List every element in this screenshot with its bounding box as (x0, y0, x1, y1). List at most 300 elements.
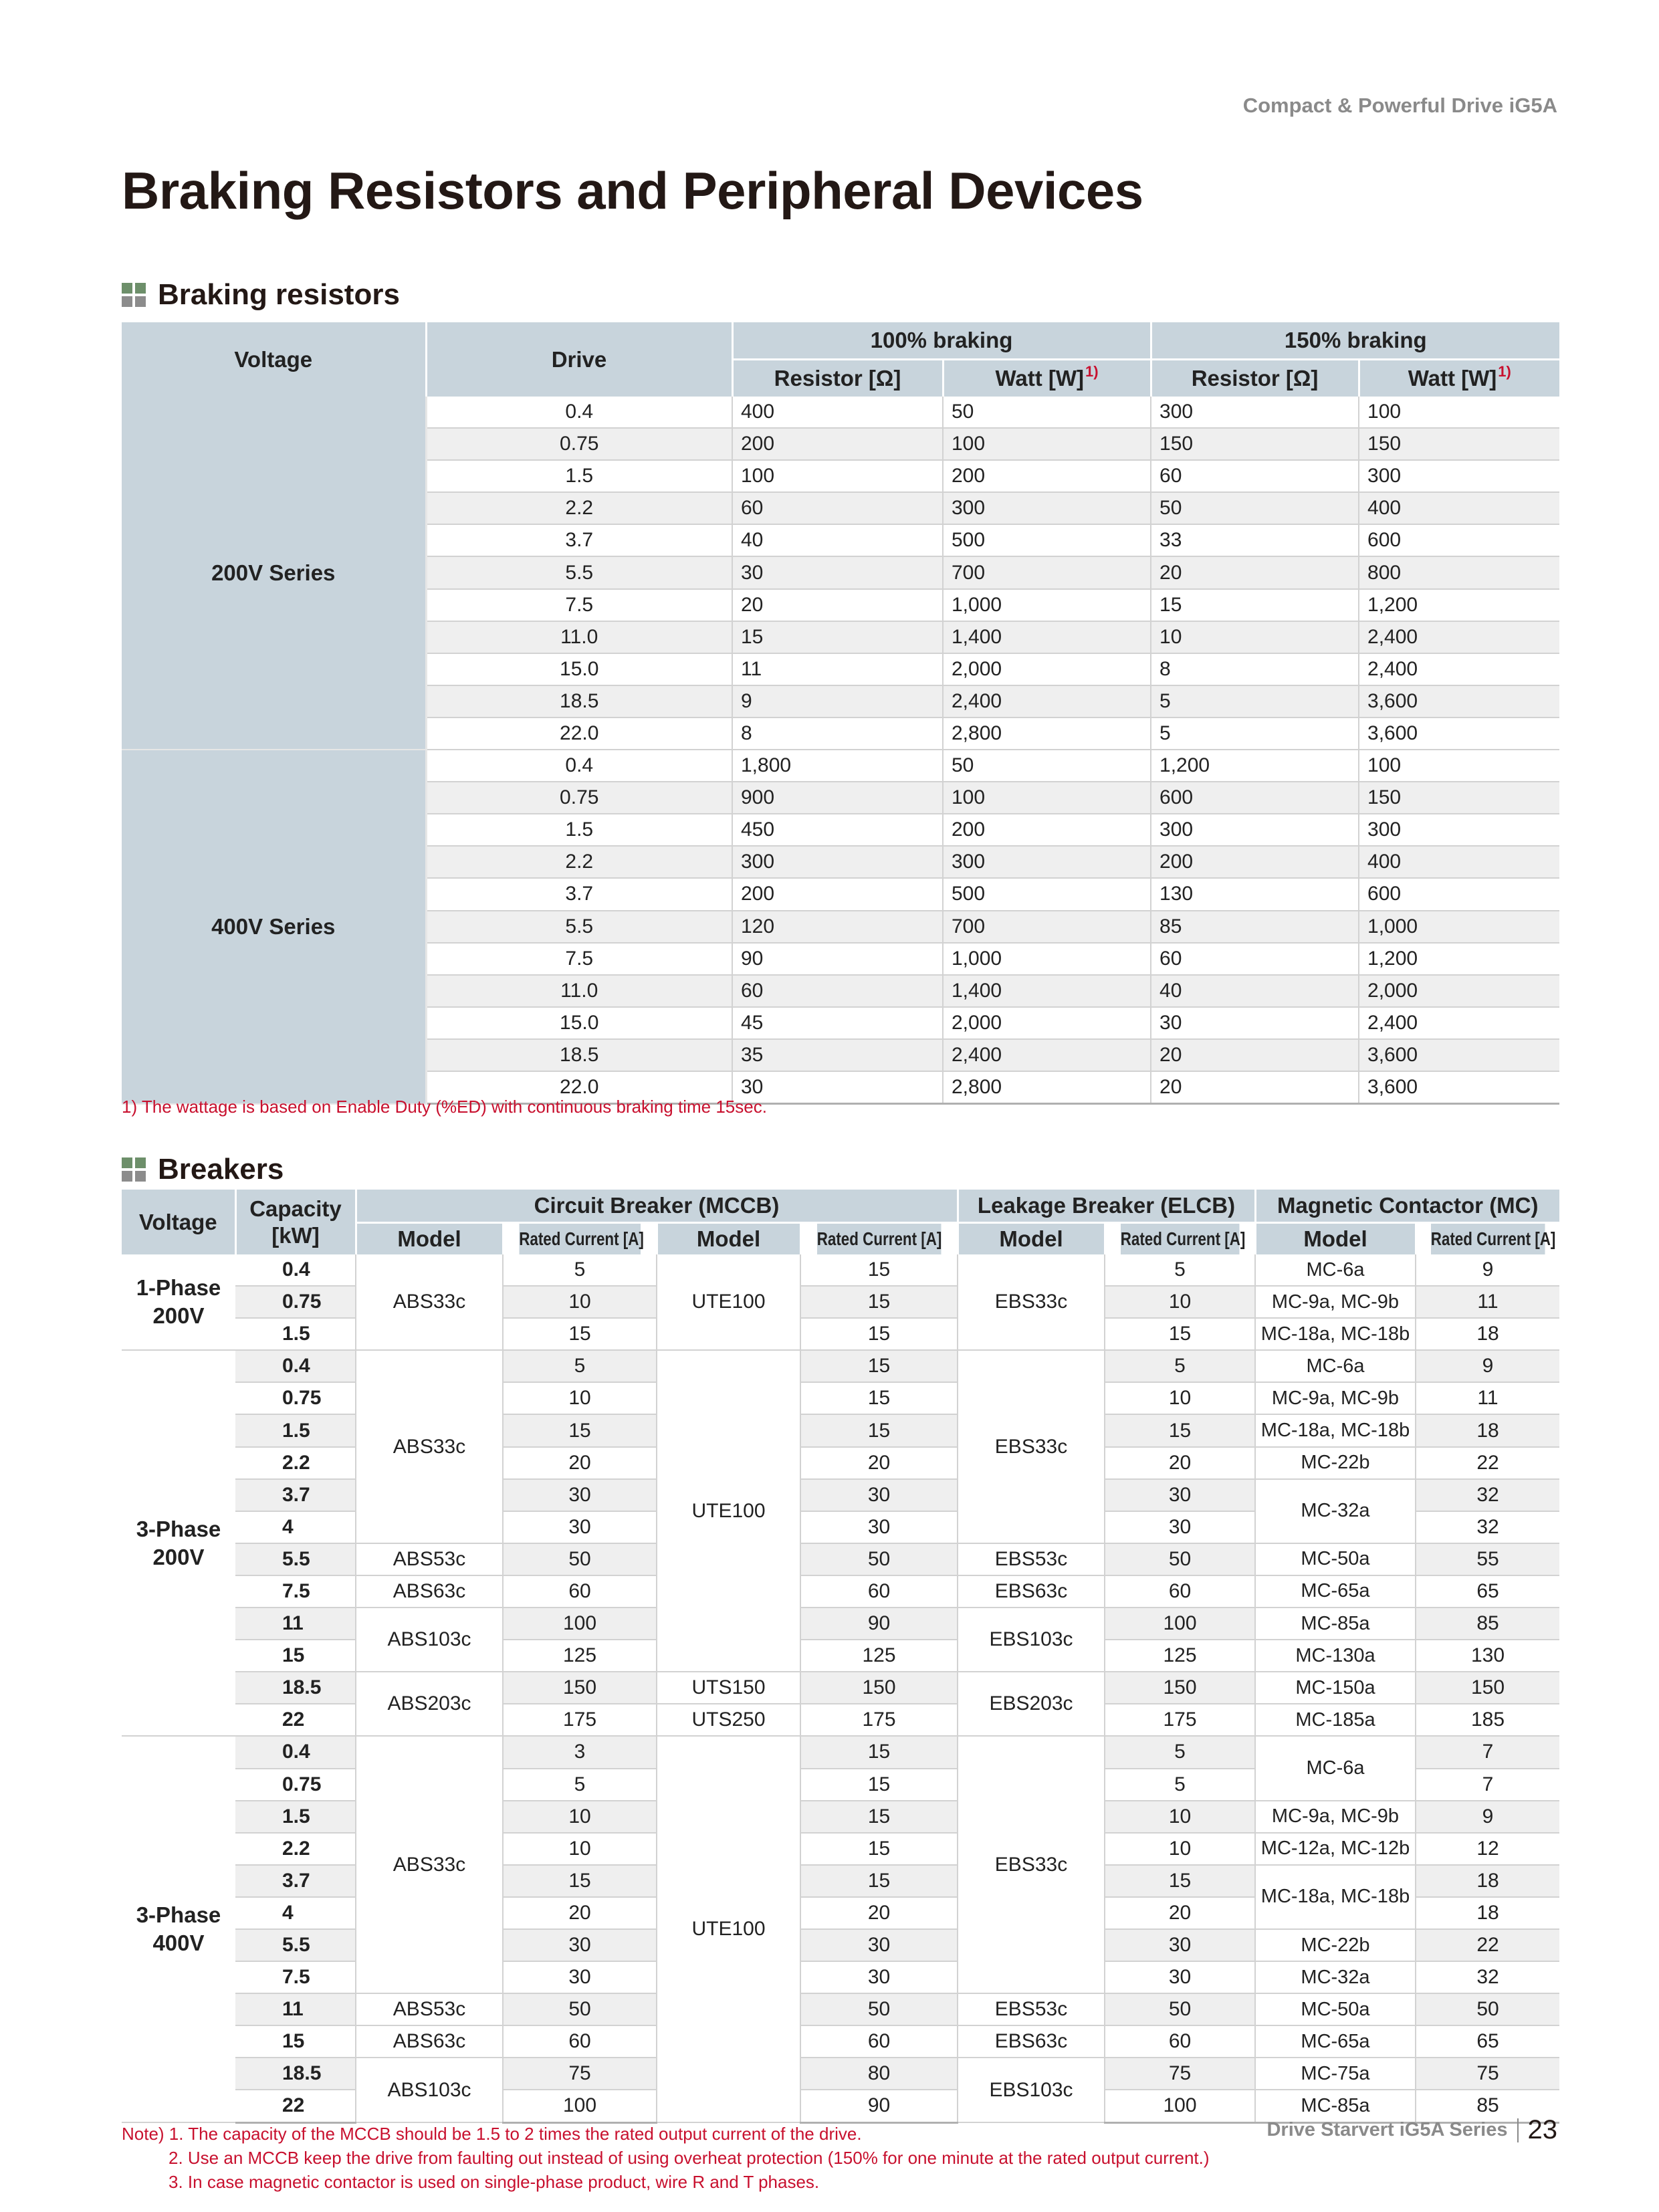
mccb-rated-cell: 125 (503, 1640, 657, 1672)
mccb-model-cell: ABS103c (356, 1608, 503, 1672)
mccb-alt-rated-cell: 15 (800, 1350, 958, 1382)
note-1: Note) 1. The capacity of the MCCB should be 1.5 to 2 times the rated output current of the drive. (122, 2124, 862, 2144)
capacity-cell: 15 (235, 2025, 356, 2058)
watt-150-cell: 1,200 (1359, 943, 1559, 975)
mc-rated-cell: 18 (1416, 1318, 1559, 1350)
capacity-cell: 4 (235, 1897, 356, 1929)
header-model: Model (356, 1223, 503, 1255)
section-breakers (122, 1153, 284, 1186)
mccb-rated-cell: 100 (503, 2090, 657, 2122)
table-row (122, 1801, 1559, 1833)
table-row (122, 1286, 1559, 1318)
watt-100-cell: 200 (943, 814, 1151, 846)
resistor-100-cell: 9 (732, 685, 943, 717)
mccb-rated-cell: 3 (503, 1736, 657, 1768)
table-row (122, 1736, 1559, 1768)
mccb-model-cell: ABS203c (356, 1672, 503, 1736)
mccb-alt-rated-cell: 15 (800, 1286, 958, 1318)
series-cell: 400V Series (122, 750, 426, 1104)
watt-100-cell: 2,000 (943, 653, 1151, 685)
elcb-rated-cell: 50 (1105, 1993, 1255, 2025)
mccb-alt-rated-cell: 30 (800, 1511, 958, 1543)
mc-rated-cell: 85 (1416, 2090, 1559, 2122)
note-3: 3. In case magnetic contactor is used on single-phase product, wire R and T phases. (169, 2172, 820, 2192)
resistor-100-cell: 60 (732, 492, 943, 524)
capacity-cell: 18.5 (235, 1672, 356, 1704)
mc-rated-cell: 85 (1416, 1608, 1559, 1640)
capacity-cell: 22 (235, 2090, 356, 2122)
resistor-150-cell: 20 (1151, 1071, 1359, 1104)
header-model: Model (657, 1223, 800, 1255)
drive-cell: 1.5 (426, 460, 732, 492)
page-number: 23 (1527, 2115, 1557, 2144)
watt-150-cell: 400 (1359, 492, 1559, 524)
resistor-100-cell: 1,800 (732, 750, 943, 782)
header-elcb: Leakage Breaker (ELCB) (958, 1190, 1255, 1223)
watt-150-cell: 2,400 (1359, 621, 1559, 653)
mccb-alt-rated-cell: 60 (800, 2025, 958, 2058)
watt-100-cell: 300 (943, 492, 1151, 524)
resistor-100-cell: 200 (732, 878, 943, 910)
capacity-cell: 1.5 (235, 1801, 356, 1833)
header-mc: Magnetic Contactor (MC) (1255, 1190, 1559, 1223)
drive-cell: 7.5 (426, 943, 732, 975)
mc-rated-cell: 150 (1416, 1672, 1559, 1704)
watt-150-cell: 600 (1359, 524, 1559, 556)
mc-rated-cell: 11 (1416, 1286, 1559, 1318)
resistor-150-cell: 15 (1151, 589, 1359, 621)
watt-100-cell: 700 (943, 911, 1151, 943)
mc-model-cell: MC-130a (1255, 1640, 1416, 1672)
mccb-alt-rated-cell: 50 (800, 1543, 958, 1575)
mccb-alt-rated-cell: 30 (800, 1929, 958, 1961)
table-row (122, 1608, 1559, 1640)
section-title: Breakers (158, 1153, 284, 1186)
mc-rated-cell: 185 (1416, 1704, 1559, 1736)
resistor-150-cell: 5 (1151, 717, 1359, 750)
mc-rated-cell: 7 (1416, 1769, 1559, 1801)
mc-model-cell: MC-6a (1255, 1736, 1416, 1800)
mc-model-cell: MC-50a (1255, 1993, 1416, 2025)
elcb-model-cell: EBS63c (958, 1575, 1105, 1608)
watt-150-cell: 3,600 (1359, 717, 1559, 750)
elcb-rated-cell: 60 (1105, 1575, 1255, 1608)
mc-rated-cell: 65 (1416, 1575, 1559, 1608)
mc-rated-cell: 55 (1416, 1543, 1559, 1575)
watt-100-cell: 2,800 (943, 717, 1151, 750)
mccb-rated-cell: 15 (503, 1414, 657, 1446)
section-bullet-icon (122, 283, 146, 307)
table-row (122, 1350, 1559, 1382)
mc-model-cell: MC-50a (1255, 1543, 1416, 1575)
elcb-rated-cell: 150 (1105, 1672, 1255, 1704)
elcb-rated-cell: 5 (1105, 1769, 1255, 1801)
mc-model-cell: MC-6a (1255, 1350, 1416, 1382)
mccb-alt-model-cell: UTE100 (657, 1350, 800, 1672)
resistor-150-cell: 30 (1151, 1007, 1359, 1039)
mccb-rated-cell: 5 (503, 1769, 657, 1801)
mc-rated-cell: 32 (1416, 1479, 1559, 1511)
watt-150-cell: 300 (1359, 814, 1559, 846)
mccb-model-cell: ABS33c (356, 1736, 503, 1993)
mc-rated-cell: 12 (1416, 1833, 1559, 1865)
table-row (122, 1382, 1559, 1414)
elcb-rated-cell: 50 (1105, 1543, 1255, 1575)
resistor-150-cell: 300 (1151, 397, 1359, 428)
note-2: 2. Use an MCCB keep the drive from faulting out instead of using overheat protection (150% for one minute at the rated output current.) (169, 2148, 1210, 2168)
voltage-group-cell: 3-Phase 400V (122, 1736, 235, 2122)
mc-model-cell: MC-185a (1255, 1704, 1416, 1736)
capacity-cell: 3.7 (235, 1865, 356, 1897)
watt-100-cell: 1,000 (943, 943, 1151, 975)
capacity-cell: 22 (235, 1704, 356, 1736)
resistor-100-cell: 100 (732, 460, 943, 492)
mccb-model-cell: ABS33c (356, 1350, 503, 1543)
table-row (122, 1447, 1559, 1479)
mccb-rated-cell: 15 (503, 1318, 657, 1350)
capacity-cell: 0.75 (235, 1769, 356, 1801)
elcb-rated-cell: 5 (1105, 1350, 1255, 1382)
resistor-150-cell: 60 (1151, 460, 1359, 492)
drive-cell: 0.75 (426, 782, 732, 814)
table-row (122, 2025, 1559, 2058)
header-capacity: Capacity [kW] (235, 1190, 356, 1254)
mccb-rated-cell: 15 (503, 1865, 657, 1897)
mccb-alt-rated-cell: 30 (800, 1479, 958, 1511)
watt-150-cell: 800 (1359, 556, 1559, 588)
mccb-rated-cell: 175 (503, 1704, 657, 1736)
elcb-rated-cell: 15 (1105, 1414, 1255, 1446)
mc-rated-cell: 75 (1416, 2058, 1559, 2090)
mccb-rated-cell: 10 (503, 1286, 657, 1318)
resistor-150-cell: 200 (1151, 846, 1359, 878)
table-row (122, 1575, 1559, 1608)
resistor-100-cell: 15 (732, 621, 943, 653)
drive-cell: 0.4 (426, 750, 732, 782)
mccb-alt-rated-cell: 150 (800, 1672, 958, 1704)
capacity-cell: 0.4 (235, 1350, 356, 1382)
mc-rated-cell: 50 (1416, 1993, 1559, 2025)
watt-100-cell: 2,800 (943, 1071, 1151, 1104)
mc-rated-cell: 32 (1416, 1511, 1559, 1543)
mccb-alt-model-cell: UTE100 (657, 1736, 800, 2122)
watt-100-cell: 50 (943, 397, 1151, 428)
watt-150-cell: 2,400 (1359, 653, 1559, 685)
elcb-rated-cell: 30 (1105, 1479, 1255, 1511)
table-row (122, 1543, 1559, 1575)
mccb-alt-rated-cell: 50 (800, 1993, 958, 2025)
drive-cell: 15.0 (426, 1007, 732, 1039)
mc-model-cell: MC-12a, MC-12b (1255, 1833, 1416, 1865)
footer-divider (1517, 2118, 1519, 2142)
mccb-rated-cell: 50 (503, 1993, 657, 2025)
table-row (122, 1961, 1559, 1993)
resistor-150-cell: 5 (1151, 685, 1359, 717)
elcb-rated-cell: 175 (1105, 1704, 1255, 1736)
table-row (122, 2058, 1559, 2090)
resistor-150-cell: 600 (1151, 782, 1359, 814)
capacity-cell: 0.75 (235, 1382, 356, 1414)
resistor-100-cell: 900 (732, 782, 943, 814)
drive-cell: 3.7 (426, 524, 732, 556)
mc-model-cell: MC-150a (1255, 1672, 1416, 1704)
mccb-rated-cell: 30 (503, 1929, 657, 1961)
resistor-150-cell: 33 (1151, 524, 1359, 556)
watt-150-cell: 2,000 (1359, 975, 1559, 1007)
mccb-rated-cell: 10 (503, 1833, 657, 1865)
table-row (122, 1254, 1559, 1286)
section-title: Braking resistors (158, 278, 400, 311)
header-rated-current: Rated Current [A] (816, 1223, 942, 1255)
capacity-cell: 5.5 (235, 1543, 356, 1575)
footer-series: Drive Starvert iG5A Series (1266, 2119, 1508, 2140)
watt-100-cell: 500 (943, 878, 1151, 910)
watt-150-cell: 3,600 (1359, 685, 1559, 717)
capacity-cell: 4 (235, 1511, 356, 1543)
mc-model-cell: MC-9a, MC-9b (1255, 1286, 1416, 1318)
braking-footnote: 1) The wattage is based on Enable Duty (%ED) with continuous braking time 15sec. (122, 1097, 767, 1117)
elcb-rated-cell: 100 (1105, 2090, 1255, 2122)
mccb-rated-cell: 150 (503, 1672, 657, 1704)
mccb-alt-model-cell: UTS150 (657, 1672, 800, 1704)
resistor-150-cell: 20 (1151, 1039, 1359, 1071)
mccb-rated-cell: 30 (503, 1961, 657, 1993)
watt-150-cell: 1,200 (1359, 589, 1559, 621)
watt-150-cell: 300 (1359, 460, 1559, 492)
mccb-alt-rated-cell: 15 (800, 1318, 958, 1350)
capacity-cell: 18.5 (235, 2058, 356, 2090)
braking-resistor-table (122, 322, 1559, 1105)
capacity-cell: 5.5 (235, 1929, 356, 1961)
page-title: Braking Resistors and Peripheral Devices (122, 161, 1143, 220)
mc-model-cell: MC-65a (1255, 1575, 1416, 1608)
mccb-rated-cell: 75 (503, 2058, 657, 2090)
elcb-model-cell: EBS203c (958, 1672, 1105, 1736)
watt-150-cell: 1,000 (1359, 911, 1559, 943)
mc-rated-cell: 18 (1416, 1897, 1559, 1929)
watt-100-cell: 700 (943, 556, 1151, 588)
mccb-alt-rated-cell: 15 (800, 1769, 958, 1801)
resistor-100-cell: 35 (732, 1039, 943, 1071)
mccb-rated-cell: 30 (503, 1511, 657, 1543)
resistor-100-cell: 300 (732, 846, 943, 878)
header-resistor: Resistor [Ω] (732, 360, 943, 397)
header-mccb: Circuit Breaker (MCCB) (356, 1190, 958, 1223)
mc-model-cell: MC-18a, MC-18b (1255, 1414, 1416, 1446)
mc-model-cell: MC-32a (1255, 1479, 1416, 1543)
mccb-rated-cell: 20 (503, 1897, 657, 1929)
mc-rated-cell: 65 (1416, 2025, 1559, 2058)
drive-cell: 5.5 (426, 556, 732, 588)
capacity-cell: 0.75 (235, 1286, 356, 1318)
mccb-rated-cell: 5 (503, 1350, 657, 1382)
header-watt: Watt $[W]^{1)}$ (943, 360, 1151, 397)
header-drive: Drive (426, 322, 732, 397)
watt-150-cell: 400 (1359, 846, 1559, 878)
capacity-cell: 11 (235, 1993, 356, 2025)
mc-model-cell: MC-9a, MC-9b (1255, 1801, 1416, 1833)
section-bullet-icon (122, 1157, 146, 1182)
elcb-rated-cell: 30 (1105, 1511, 1255, 1543)
elcb-rated-cell: 10 (1105, 1801, 1255, 1833)
watt-150-cell: 3,600 (1359, 1039, 1559, 1071)
elcb-rated-cell: 60 (1105, 2025, 1255, 2058)
mccb-model-cell: ABS103c (356, 2058, 503, 2122)
table-row (122, 1704, 1559, 1736)
mc-rated-cell: 22 (1416, 1447, 1559, 1479)
header-rated-current: Rated Current [A] (518, 1223, 641, 1255)
breaker-notes (122, 2122, 1210, 2194)
table-row (122, 1479, 1559, 1511)
capacity-cell: 0.4 (235, 1736, 356, 1768)
header-voltage: Voltage (122, 322, 426, 397)
header-model: Model (1255, 1223, 1416, 1255)
elcb-rated-cell: 15 (1105, 1865, 1255, 1897)
resistor-100-cell: 20 (732, 589, 943, 621)
drive-cell: 7.5 (426, 589, 732, 621)
resistor-150-cell: 1,200 (1151, 750, 1359, 782)
mccb-model-cell: ABS63c (356, 2025, 503, 2058)
elcb-rated-cell: 30 (1105, 1929, 1255, 1961)
resistor-100-cell: 200 (732, 428, 943, 460)
resistor-150-cell: 130 (1151, 878, 1359, 910)
watt-150-cell: 600 (1359, 878, 1559, 910)
capacity-cell: 7.5 (235, 1961, 356, 1993)
elcb-rated-cell: 15 (1105, 1318, 1255, 1350)
table-row (122, 1929, 1559, 1961)
mccb-rated-cell: 20 (503, 1447, 657, 1479)
elcb-rated-cell: 10 (1105, 1286, 1255, 1318)
watt-100-cell: 1,400 (943, 621, 1151, 653)
drive-cell: 0.75 (426, 428, 732, 460)
capacity-cell: 2.2 (235, 1447, 356, 1479)
table-row (122, 1833, 1559, 1865)
elcb-rated-cell: 5 (1105, 1736, 1255, 1768)
mccb-alt-rated-cell: 175 (800, 1704, 958, 1736)
header-voltage: Voltage (122, 1190, 235, 1254)
drive-cell: 22.0 (426, 717, 732, 750)
elcb-model-cell: EBS103c (958, 2058, 1105, 2122)
mc-model-cell: MC-32a (1255, 1961, 1416, 1993)
table-row (122, 1993, 1559, 2025)
elcb-rated-cell: 20 (1105, 1897, 1255, 1929)
capacity-cell: 1.5 (235, 1318, 356, 1350)
header-rated-current: Rated Current [A] (1120, 1223, 1240, 1255)
capacity-cell: 2.2 (235, 1833, 356, 1865)
mccb-model-cell: ABS33c (356, 1254, 503, 1350)
table-row (122, 750, 1559, 782)
header-topline: Compact & Powerful Drive iG5A (1242, 94, 1557, 117)
voltage-group-cell: 3-Phase 200V (122, 1350, 235, 1736)
mccb-alt-rated-cell: 125 (800, 1640, 958, 1672)
table-row (122, 1318, 1559, 1350)
elcb-rated-cell: 5 (1105, 1254, 1255, 1286)
mccb-rated-cell: 50 (503, 1543, 657, 1575)
mccb-alt-rated-cell: 20 (800, 1447, 958, 1479)
header-watt: Watt $[W]^{1)}$ (1359, 360, 1559, 397)
capacity-cell: 3.7 (235, 1479, 356, 1511)
mccb-alt-rated-cell: 90 (800, 2090, 958, 2122)
mccb-alt-rated-cell: 20 (800, 1897, 958, 1929)
mc-rated-cell: 32 (1416, 1961, 1559, 1993)
watt-150-cell: 100 (1359, 397, 1559, 428)
elcb-model-cell: EBS63c (958, 2025, 1105, 2058)
capacity-cell: 1.5 (235, 1414, 356, 1446)
mccb-rated-cell: 10 (503, 1801, 657, 1833)
drive-cell: 0.4 (426, 397, 732, 428)
elcb-rated-cell: 30 (1105, 1961, 1255, 1993)
mc-model-cell: MC-18a, MC-18b (1255, 1865, 1416, 1929)
resistor-150-cell: 60 (1151, 943, 1359, 975)
watt-100-cell: 2,000 (943, 1007, 1151, 1039)
elcb-model-cell: EBS103c (958, 1608, 1105, 1672)
mc-model-cell: MC-75a (1255, 2058, 1416, 2090)
mccb-alt-rated-cell: 15 (800, 1254, 958, 1286)
watt-150-cell: 2,400 (1359, 1007, 1559, 1039)
mc-model-cell: MC-18a, MC-18b (1255, 1318, 1416, 1350)
watt-150-cell: 150 (1359, 428, 1559, 460)
elcb-rated-cell: 20 (1105, 1447, 1255, 1479)
mccb-model-cell: ABS53c (356, 1993, 503, 2025)
elcb-model-cell: EBS33c (958, 1736, 1105, 1993)
elcb-model-cell: EBS53c (958, 1543, 1105, 1575)
mc-rated-cell: 22 (1416, 1929, 1559, 1961)
section-braking-resistors (122, 278, 400, 312)
watt-100-cell: 50 (943, 750, 1151, 782)
table-row (122, 1414, 1559, 1446)
mccb-rated-cell: 10 (503, 1382, 657, 1414)
resistor-100-cell: 400 (732, 397, 943, 428)
series-cell: 200V Series (122, 397, 426, 750)
resistor-100-cell: 60 (732, 975, 943, 1007)
elcb-rated-cell: 100 (1105, 1608, 1255, 1640)
capacity-cell: 7.5 (235, 1575, 356, 1608)
resistor-150-cell: 8 (1151, 653, 1359, 685)
voltage-group-cell: 1-Phase 200V (122, 1254, 235, 1350)
mc-rated-cell: 9 (1416, 1254, 1559, 1286)
mc-rated-cell: 18 (1416, 1865, 1559, 1897)
mccb-rated-cell: 100 (503, 1608, 657, 1640)
mccb-alt-model-cell: UTE100 (657, 1254, 800, 1350)
mc-rated-cell: 130 (1416, 1640, 1559, 1672)
mccb-alt-rated-cell: 60 (800, 1575, 958, 1608)
mccb-rated-cell: 5 (503, 1254, 657, 1286)
mccb-alt-rated-cell: 15 (800, 1865, 958, 1897)
mccb-alt-rated-cell: 15 (800, 1382, 958, 1414)
resistor-150-cell: 20 (1151, 556, 1359, 588)
drive-cell: 18.5 (426, 685, 732, 717)
drive-cell: 1.5 (426, 814, 732, 846)
mccb-model-cell: ABS53c (356, 1543, 503, 1575)
mc-model-cell: MC-6a (1255, 1254, 1416, 1286)
mc-rated-cell: 9 (1416, 1350, 1559, 1382)
resistor-100-cell: 8 (732, 717, 943, 750)
mc-rated-cell: 18 (1416, 1414, 1559, 1446)
drive-cell: 11.0 (426, 975, 732, 1007)
mccb-alt-rated-cell: 30 (800, 1961, 958, 1993)
elcb-rated-cell: 125 (1105, 1640, 1255, 1672)
header-150-braking: 150% braking (1151, 322, 1559, 360)
page-footer (1266, 2115, 1557, 2145)
mccb-alt-rated-cell: 15 (800, 1833, 958, 1865)
drive-cell: 2.2 (426, 846, 732, 878)
resistor-150-cell: 150 (1151, 428, 1359, 460)
drive-cell: 5.5 (426, 911, 732, 943)
header-model: Model (958, 1223, 1105, 1255)
mccb-rated-cell: 60 (503, 2025, 657, 2058)
header-resistor: Resistor [Ω] (1151, 360, 1359, 397)
watt-150-cell: 100 (1359, 750, 1559, 782)
